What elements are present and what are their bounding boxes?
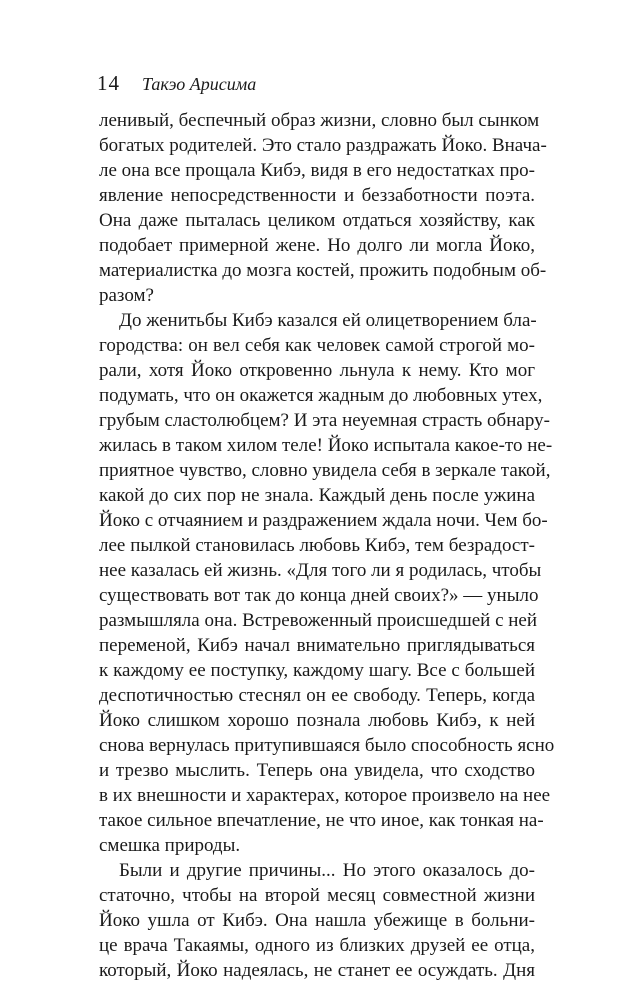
text-line: подумать, что он окажется жадным до любовных утех, bbox=[99, 385, 543, 406]
text-line: жилась в таком хилом теле! Йоко испытала какое-то не- bbox=[99, 435, 553, 456]
text-line: явление непосредственности и беззаботности поэта. bbox=[99, 185, 535, 206]
text-line: ле она все прощала Кибэ, видя в его недостатках про- bbox=[99, 160, 535, 181]
running-title: Такэо Арисима bbox=[142, 74, 257, 94]
text-line: и трезво мыслить. Теперь она увидела, что сходство bbox=[99, 760, 535, 781]
text-line: Йоко ушла от Кибэ. Она нашла убежище в больни- bbox=[99, 910, 535, 931]
text-line: грубым сластолюбцем? И эта неуемная страсть обнару- bbox=[99, 410, 550, 431]
text-line: какой до сих пор не знала. Каждый день после ужина bbox=[99, 485, 535, 506]
text-line: материалистка до мозга костей, прожить подобным об- bbox=[99, 260, 547, 281]
text-line: статочно, чтобы на второй месяц совместной жизни bbox=[99, 885, 535, 906]
text-line: такое сильное впечатление, не что иное, как тонкая на- bbox=[99, 810, 544, 831]
text-line: к каждому ее поступку, каждому шагу. Все с большей bbox=[99, 660, 535, 681]
text-line: размышляла она. Встревоженный происшедшей с ней bbox=[99, 610, 538, 631]
text-line: существовать вот так до конца дней своих?» — уныло bbox=[99, 585, 539, 606]
text-line: рали, хотя Йоко откровенно льнула к нему. Кто мог bbox=[99, 360, 535, 381]
text-line: богатых родителей. Это стало раздражать Йоко. Внача- bbox=[99, 135, 547, 156]
text-line: смешка природы. bbox=[99, 835, 241, 856]
text-line: ленивый, беспечный образ жизни, словно был сынком bbox=[99, 110, 540, 131]
text-line: нее казалась ей жизнь. «Для того ли я родилась, чтобы bbox=[99, 560, 542, 581]
text-line: Она даже пыталась целиком отдаться хозяйству, как bbox=[99, 210, 535, 231]
text-line: переменой, Кибэ начал внимательно приглядываться bbox=[99, 635, 535, 656]
text-line: деспотичностью стеснял он ее свободу. Теперь, когда bbox=[99, 685, 535, 706]
text-line: Йоко слишком хорошо познала любовь Кибэ, к ней bbox=[99, 710, 535, 731]
text-line: снова вернулась притупившаяся было способность ясно bbox=[99, 735, 555, 756]
text-line: городства: он вел себя как человек самой строгой мо- bbox=[99, 335, 535, 356]
text-line: приятное чувство, словно увидела себя в зеркале такой, bbox=[99, 460, 551, 481]
text-line: Были и другие причины... Но этого оказалось до- bbox=[119, 860, 535, 881]
text-line: це врача Такаямы, одного из близких друзей ее отца, bbox=[99, 935, 535, 956]
text-line: лее пылкой становилась любовь Кибэ, тем безрадост- bbox=[99, 535, 535, 556]
page-number: 14 bbox=[97, 71, 120, 95]
text-line: разом? bbox=[99, 285, 154, 306]
text-line: Йоко с отчаянием и раздражением ждала ночи. Чем бо- bbox=[99, 510, 548, 531]
running-head bbox=[97, 71, 256, 96]
text-line: До женитьбы Кибэ казался ей олицетворением бла- bbox=[119, 310, 537, 331]
body-text bbox=[99, 108, 555, 983]
text-line: подобает примерной жене. Но долго ли могла Йоко, bbox=[99, 235, 535, 256]
text-line: в их внешности и характерах, которое произвело на нее bbox=[99, 785, 551, 806]
text-line: который, Йоко надеялась, не станет ее осуждать. Дня bbox=[99, 960, 535, 981]
